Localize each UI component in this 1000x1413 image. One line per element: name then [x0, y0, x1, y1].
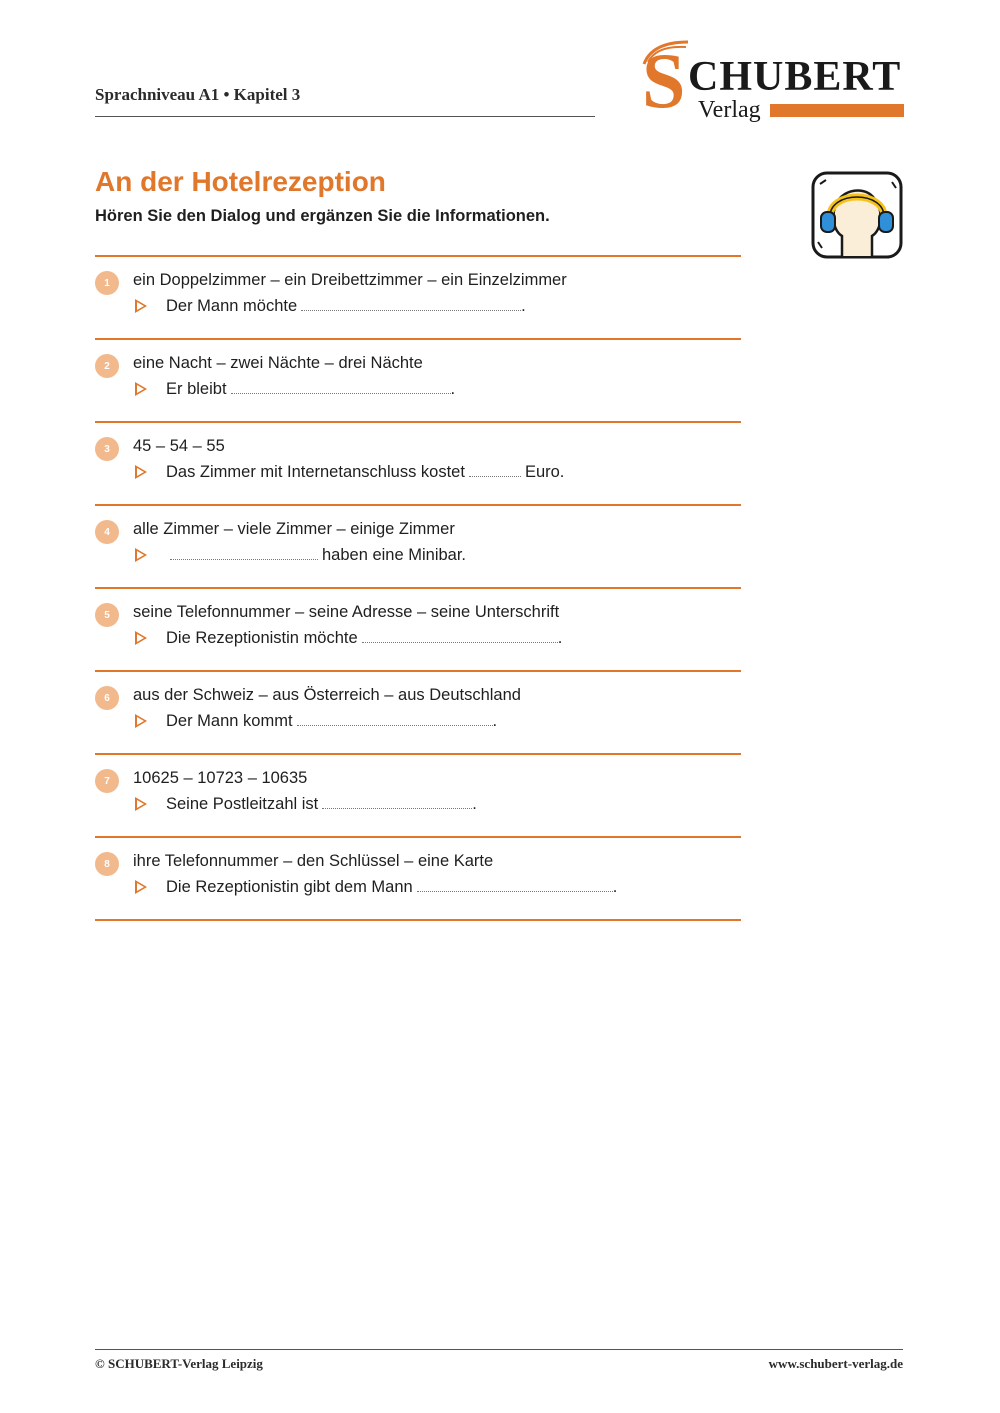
- exercise-sentence: [166, 878, 617, 897]
- sentence-end: .: [472, 795, 477, 813]
- sentence-start: Er bleibt: [166, 380, 227, 398]
- exercise-options: 45 – 54 – 55: [133, 437, 225, 455]
- sentence-end: .: [492, 712, 498, 730]
- exercise-item: [95, 421, 741, 504]
- page-title: An der Hotelrezeption: [95, 166, 386, 197]
- schubert-verlag-logo: [636, 38, 906, 128]
- sentence-start: Das Zimmer mit Internetanschluss kostet: [166, 463, 465, 481]
- exercise-item: [95, 587, 741, 670]
- triangle-arrow-icon: [135, 714, 147, 728]
- sentence-start: Die Rezeptionistin gibt dem Mann: [166, 878, 413, 896]
- answer-blank[interactable]: [322, 807, 472, 809]
- answer-blank[interactable]: [231, 392, 451, 394]
- exercise-number-badge: 6: [95, 686, 119, 710]
- exercise-sentence: [166, 712, 497, 731]
- triangle-arrow-icon: [135, 631, 147, 645]
- triangle-arrow-icon: [135, 880, 147, 894]
- footer-copyright: © SCHUBERT-Verlag Leipzig: [95, 1356, 263, 1371]
- footer-divider: [95, 1349, 903, 1350]
- answer-blank[interactable]: [417, 890, 613, 892]
- triangle-arrow-icon: [135, 465, 147, 479]
- exercise-options: aus der Schweiz – aus Österreich – aus Deutschland: [133, 686, 521, 704]
- exercise-number-badge: 5: [95, 603, 119, 627]
- exercise-options: seine Telefonnummer – seine Adresse – seine Unterschrift: [133, 603, 560, 621]
- instruction: Hören Sie den Dialog und ergänzen Sie die Informationen.: [95, 207, 550, 225]
- sentence-start: Der Mann kommt: [166, 712, 293, 730]
- sentence-start: Die Rezeptionistin möchte: [166, 629, 358, 647]
- exercise-sentence: [166, 546, 466, 565]
- exercise-options: eine Nacht – zwei Nächte – drei Nächte: [133, 354, 423, 372]
- answer-blank[interactable]: [301, 309, 521, 311]
- exercise-item: [95, 670, 741, 753]
- answer-blank[interactable]: [170, 558, 318, 560]
- logo-letter-s: S: [642, 37, 686, 124]
- section-divider: [95, 919, 741, 921]
- exercise-number-badge: 2: [95, 354, 119, 378]
- sentence-start: Der Mann möchte: [166, 297, 298, 315]
- triangle-arrow-icon: [135, 299, 147, 313]
- sentence-end: .: [450, 380, 456, 398]
- answer-blank[interactable]: [362, 641, 558, 643]
- exercise-number-badge: 1: [95, 271, 119, 295]
- header-divider: [95, 116, 595, 117]
- exercise-sentence: [166, 463, 564, 482]
- exercise-sentence: [166, 297, 526, 316]
- sentence-end: haben eine Minibar.: [322, 546, 467, 564]
- exercise-sentence: [166, 629, 562, 648]
- exercise-sentence: [166, 795, 477, 814]
- exercise-item: [95, 753, 741, 836]
- exercise-item: [95, 338, 741, 421]
- exercise-number-badge: 4: [95, 520, 119, 544]
- exercise-number-badge: 8: [95, 852, 119, 876]
- exercise-options: ein Doppelzimmer – ein Dreibettzimmer – ein Einzelzimmer: [133, 271, 567, 289]
- exercise-number-badge: 7: [95, 769, 119, 793]
- logo-verlag: Verlag: [698, 97, 761, 123]
- logo-bar: [770, 104, 904, 117]
- sentence-end: .: [521, 297, 526, 315]
- exercise-number-badge: 3: [95, 437, 119, 461]
- headphones-icon: [810, 170, 904, 260]
- exercise-item: [95, 504, 741, 587]
- exercise-item: [95, 836, 741, 919]
- triangle-arrow-icon: [135, 797, 147, 811]
- triangle-arrow-icon: [135, 548, 147, 562]
- header-label: Sprachniveau A1 • Kapitel 3: [95, 85, 301, 104]
- sentence-end: .: [612, 878, 618, 896]
- logo-wordmark: CHUBERT: [688, 54, 902, 100]
- footer-website: www.schubert-verlag.de: [768, 1356, 903, 1371]
- sentence-end: Euro.: [524, 463, 565, 481]
- exercise-item: [95, 255, 741, 338]
- exercise-sentence: [166, 380, 455, 399]
- triangle-arrow-icon: [135, 382, 147, 396]
- exercise-options: alle Zimmer – viele Zimmer – einige Zimmer: [133, 520, 455, 538]
- exercise-options: 10625 – 10723 – 10635: [133, 769, 308, 787]
- sentence-end: .: [557, 629, 563, 647]
- sentence-start: Seine Postleitzahl ist: [166, 795, 319, 813]
- exercise-options: ihre Telefonnummer – den Schlüssel – eine Karte: [133, 852, 494, 870]
- answer-blank[interactable]: [469, 475, 521, 477]
- answer-blank[interactable]: [297, 724, 493, 726]
